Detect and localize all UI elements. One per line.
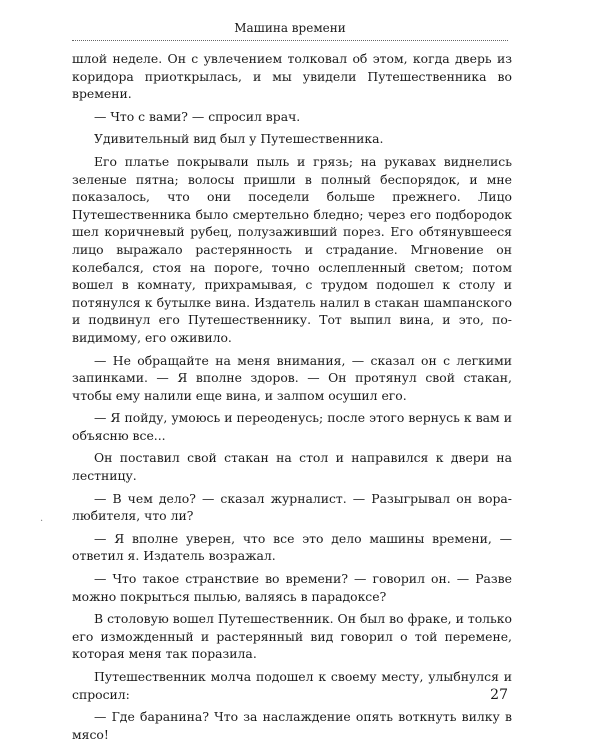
paragraph: Путешественник молча подошел к своему месту, улыбнулся и спросил: xyxy=(72,669,512,702)
paragraph: В столовую вошел Путешественник. Он был во фраке, и только его изможденный и растерянный вид говорил о той перемене, которая меня так поразила. xyxy=(72,611,512,662)
body-text xyxy=(72,50,512,743)
page-number: 27 xyxy=(490,687,508,703)
paragraph: Он поставил свой стакан на стол и направился к двери на лестницу. xyxy=(72,450,512,484)
paragraph-continued: шлой неделе. Он с увлечением толковал об этом, когда дверь из коридора приоткрылась, и мы увидели Путешественника во времени. xyxy=(72,51,512,102)
paragraph: — Где баранина? Что за наслаждение опять воткнуть вилку в мясо! xyxy=(72,709,512,742)
paragraph: Удивительный вид был у Путешественника. xyxy=(94,131,384,147)
paragraph: — В чем дело? — сказал журналист. — Разыгрывал он вора-любителя, что ли? xyxy=(72,490,512,524)
paragraph: — Что такое странствие во времени? — говорил он. — Разве можно покрыться пылью, валяясь в парадоксе? xyxy=(72,571,512,604)
paragraph: — Я пойду, умоюсь и переоденусь; после этого вернусь к вам и объясню все... xyxy=(72,410,512,443)
running-header: Машина времени xyxy=(234,21,346,35)
paragraph: — Я вполне уверен, что все это дело машины времени, — ответил я. Издатель возражал. xyxy=(72,530,512,564)
paragraph: Его платье покрывали пыль и грязь; на рукавах виднелись зеленые пятна; волосы пришли в полный беспорядок, и мне показалось, что они поседели больше прежнего. Лицо Путешественника было смертельно бледно; через его подбородок шел коричневый рубец, полузаживший порез. Его обтянувшееся лицо выражало растерянность и страдание. Мгновение он колебался, стоя на пороге, точно ослепленный светом; потом вошел в комнату, прихрамывая, с трудом подошел к столу и потянулся к бутылке вина. Издатель налил в стакан шампанского и подвинул его Путешественнику. Тот выпил вина, и это, по-видимому, его оживило. xyxy=(72,153,512,345)
margin-mark: · xyxy=(40,516,44,527)
paragraph: — Не обращайте на меня внимания, — сказал он с легкими запинками. — Я вполне здоров. — Он протянул свой стакан, чтобы ему налили еще вина, и залпом осушил его. xyxy=(72,352,512,403)
paragraph: — Что с вами? — спросил врач. xyxy=(94,108,301,124)
header-divider xyxy=(72,40,508,41)
